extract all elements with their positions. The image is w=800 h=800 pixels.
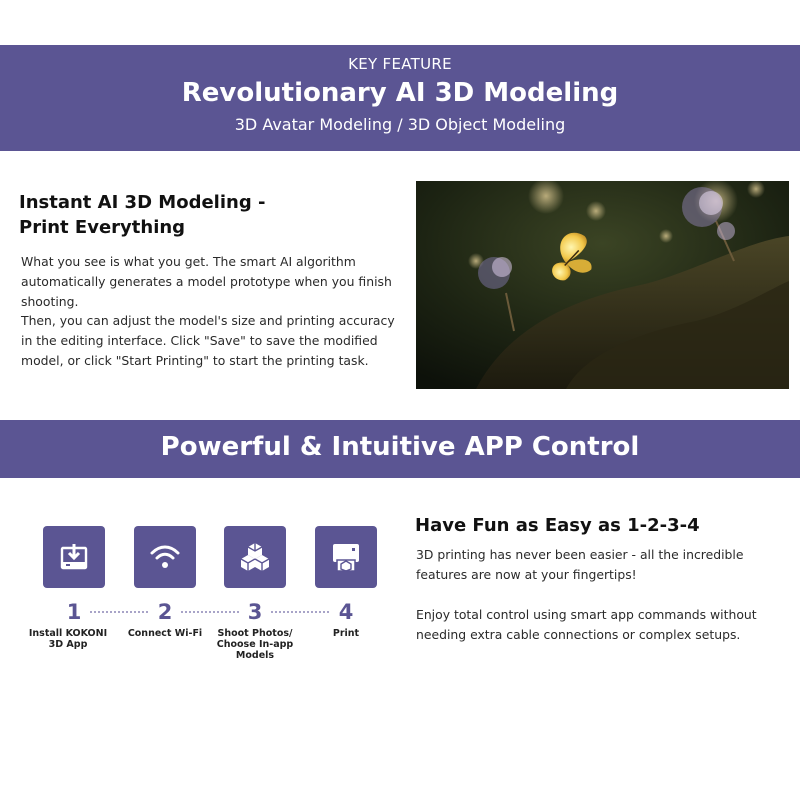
step-1-tile (43, 526, 105, 588)
banner-title: Revolutionary AI 3D Modeling (181, 78, 619, 108)
section2-paragraph1: 3D printing has never been easier - all the incredible features are now at your fingertips! (416, 547, 744, 582)
section1-heading (19, 190, 339, 240)
step-4-number: 4 (338, 600, 354, 624)
steps-diagram (30, 526, 400, 676)
key-feature-banner (0, 45, 800, 151)
banner-eyebrow: KEY FEATURE (348, 55, 452, 73)
printer-icon (328, 539, 364, 575)
step-2-label: Connect Wi-Fi (127, 628, 203, 639)
step-4-tile (315, 526, 377, 588)
step-3-tile (224, 526, 286, 588)
step-1-number: 1 (66, 600, 82, 624)
step-4-label: Print (332, 628, 360, 639)
section1-body (21, 252, 406, 371)
section1-paragraph1: What you see is what you get. The smart AI algorithm automatically generates a model prototype when you finish shooting. (21, 254, 392, 309)
butterfly-forest-image (416, 181, 789, 389)
section1-paragraph2: Then, you can adjust the model's size and printing accuracy in the editing interface. Click "Save" to save the modified model, or click "Start Printing" to start the printing task. (21, 313, 395, 368)
step-connector-3-4 (271, 611, 329, 613)
wifi-icon (148, 540, 182, 574)
step-2-tile (134, 526, 196, 588)
step-3-number: 3 (247, 600, 263, 624)
step-1-label: Install KOKONI 3D App (28, 628, 108, 650)
cubes-icon (237, 539, 273, 575)
download-box-icon (57, 540, 91, 574)
step-connector-1-2 (90, 611, 148, 613)
step-3-label: Shoot Photos/ Choose In-app Models (216, 628, 294, 661)
step-connector-2-3 (181, 611, 239, 613)
banner-subtitle: 3D Avatar Modeling / 3D Object Modeling (234, 115, 566, 134)
step-2-number: 2 (157, 600, 173, 624)
app-control-banner (0, 420, 800, 478)
section1-heading-line1: Instant AI 3D Modeling - (19, 192, 266, 213)
app-control-title: Powerful & Intuitive APP Control (160, 432, 640, 462)
section2-paragraph2: Enjoy total control using smart app commands without needing extra cable connections or complex setups. (416, 607, 757, 642)
section1-heading-line2: Print Everything (19, 217, 186, 238)
section2-heading: Have Fun as Easy as 1-2-3-4 (415, 515, 700, 536)
